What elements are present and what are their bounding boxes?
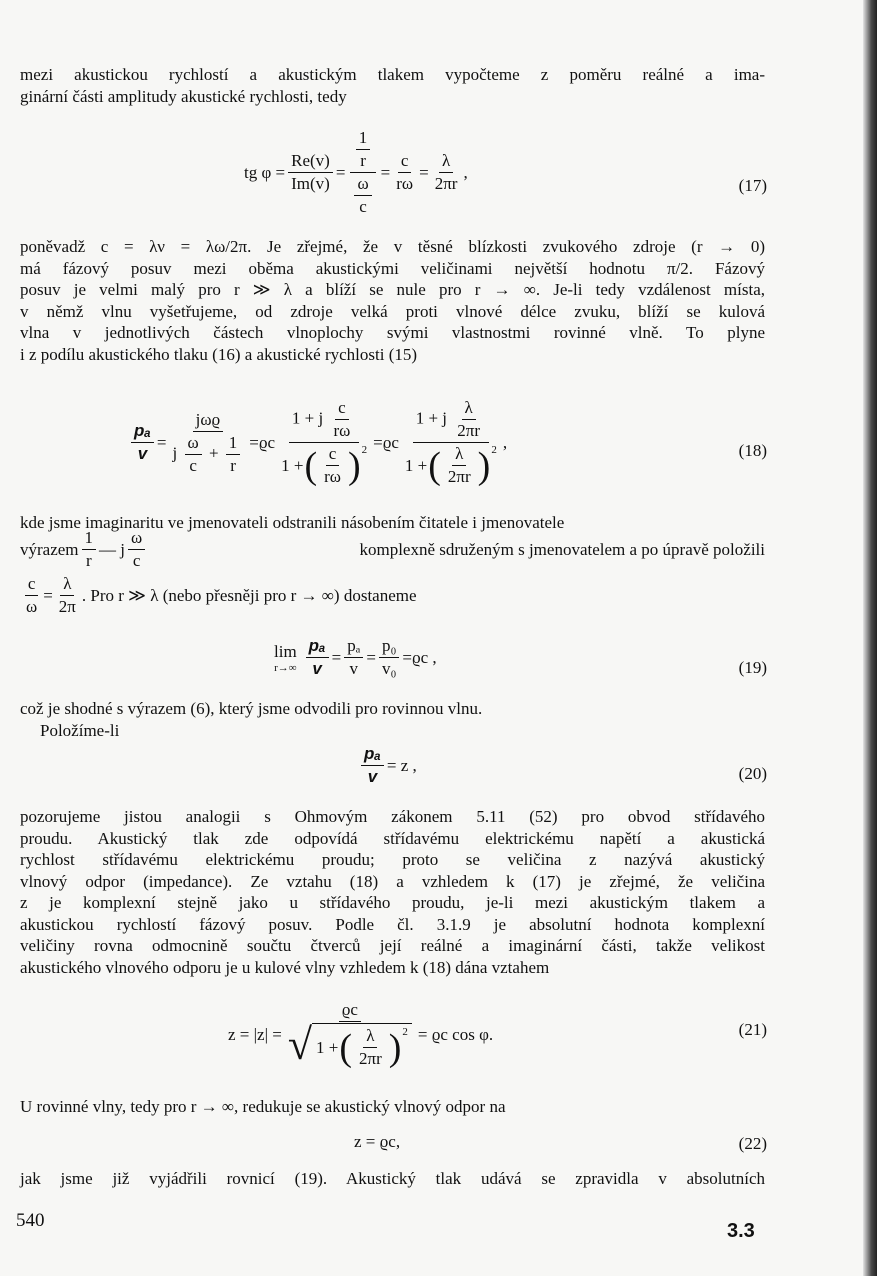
text-line: má fázový posuv mezi oběma akustickými veličinami největší hodnotu π/2. Fázový: [20, 258, 765, 278]
eq18-second-num: [289, 398, 359, 443]
eq20-rhs: = z ,: [386, 755, 417, 775]
eq17-one: 1: [356, 128, 371, 150]
eq18-square2: 2: [491, 444, 497, 456]
right-paren: ): [477, 444, 491, 487]
eq18-c2: c: [335, 398, 349, 420]
eq19-rhoc: ϱc ,: [411, 647, 437, 667]
text-line: vlnový odpor (impedance). Ze vztahu (18) a vzhledem k (17) je zřejmé, že veličina: [20, 871, 765, 891]
paragraph-plane-wave: [20, 698, 765, 741]
eq18-onepj: 1 + j: [291, 408, 324, 428]
equals-sign: =: [43, 585, 53, 605]
eq21-lhs: z = |z| =: [228, 1024, 282, 1044]
inline-c-over-omega: [23, 574, 40, 617]
paragraph-impedance: [20, 806, 765, 978]
eq19-limit: [274, 642, 297, 674]
eq17-c: c: [359, 197, 367, 216]
eq17-compound-den: [348, 173, 377, 217]
eq18-first-fraction: [170, 410, 247, 476]
eq17-omega: ω: [354, 174, 371, 196]
text-line: kde jsme imaginaritu ve jmenovateli odstranili násobením čitatele i jmenovatele: [20, 513, 565, 532]
text-line: jak jsme již vyjádřili rovnicí (19). Akustický tlak udává se zpravidla v absolutních: [20, 1169, 765, 1188]
left-paren: (: [304, 444, 318, 487]
eq18-lambda-over-2pir-sq: [445, 444, 474, 487]
text-line: v němž vlnu vyšetřujeme, od zdroje velká proti vlnové délce zvuku, blíží se kulová: [20, 301, 765, 321]
equation-20: [358, 744, 417, 787]
eq18-c-over-romega-sq: [321, 444, 344, 487]
equals-sign: =: [249, 432, 259, 452]
right-paren: ): [388, 1026, 402, 1069]
inline-expression: [79, 528, 149, 571]
equation-19: [274, 636, 437, 679]
eq17-re-im-fraction: [288, 151, 333, 194]
eq19-pa: pₐ: [344, 636, 363, 658]
eq19-v0: v₀: [381, 659, 397, 678]
section-number: 3.3: [727, 1220, 755, 1242]
eq18-third-num: [413, 398, 489, 443]
eq18-c-over-romega: [330, 398, 353, 441]
text-fragment: komplexně sdruženým s jmenovatelem a po úpravě položili: [359, 539, 765, 559]
eq21-lambda-over-2pir: [356, 1026, 385, 1069]
left-paren: (: [428, 444, 441, 487]
eq19-p0: p₀: [379, 636, 399, 658]
text-line: z je komplexní stejně jako u střídavého proudu, je-li mezi akustickým tlakem a: [20, 893, 765, 912]
paragraph-closing: [20, 1168, 765, 1190]
eq21-square: 2: [402, 1026, 408, 1038]
paragraph-reduction: [20, 1096, 765, 1118]
text-fragment: výrazem: [20, 539, 79, 559]
eq18-romega: rω: [333, 421, 351, 440]
eq18-rhoc: ϱc: [258, 432, 276, 452]
inline-c2: c: [25, 574, 39, 596]
eq18-pa-over-v: [131, 421, 154, 464]
inline-r: r: [85, 551, 92, 570]
eq17-one-over-r: [356, 128, 371, 171]
eq17-compound-fraction: [348, 128, 377, 217]
paragraph-line-limit: [20, 574, 417, 617]
eq18-v: v: [137, 444, 148, 463]
inline-one-over-r: [82, 528, 97, 571]
eq18-comma: ,: [502, 432, 508, 452]
text-line: proudu. Akustický tlak zde odpovídá střídavému elektrickému napětí a akustická: [20, 828, 765, 848]
eq17-compound-num: [350, 128, 377, 173]
equation-number-19: (19): [738, 658, 767, 677]
text-line: ginární části amplitudy akustické rychlosti, tedy: [20, 86, 347, 106]
eq19-v-bold: v: [312, 659, 322, 678]
equation-number-17: (17): [738, 176, 767, 195]
eq17-lambda: λ: [439, 151, 453, 173]
equals-sign: =: [156, 432, 167, 452]
eq19-pa-over-v: [344, 636, 363, 679]
eq18-rhoc2: ϱc: [382, 432, 399, 452]
eq21-onep: 1 +: [315, 1037, 339, 1057]
eq21-fraction: [285, 1000, 415, 1069]
eq18-lambda: λ: [462, 398, 476, 420]
equals-sign: =: [402, 647, 412, 667]
inline-lambda: λ: [60, 574, 74, 596]
eq17-c-over-romega: [393, 151, 416, 194]
eq17-omega-over-c: [354, 174, 371, 217]
equals-sign: =: [335, 162, 346, 182]
text-line: akustického vlnového odporu je u kulové vlny vzhledem k (18) dána vztahem: [20, 957, 550, 977]
eq18-jomegarho: jωϱ: [193, 410, 224, 432]
inline-one: 1: [82, 528, 97, 550]
eq18-third-fraction: [402, 398, 500, 487]
equation-number-22: (22): [738, 1134, 767, 1153]
paragraph-line-expression: [20, 528, 765, 571]
text-line: i z podílu akustického tlaku (16) a akustické rychlosti (15): [20, 344, 418, 364]
equals-sign: =: [331, 647, 342, 667]
text-line: akustickou rychlostí fázový posuv. Podle čl. 3.1.9 je absolutní hodnota komplexní: [20, 914, 765, 934]
eq18-third-den: [402, 443, 500, 487]
text-line: posuv je velmi malý pro r ≫ λ a blíží se nule pro r → ∞. Je-li tedy vzdálenost místa,: [20, 280, 765, 299]
paragraph-intro: [20, 64, 765, 107]
equation-18: [128, 398, 507, 487]
equation-22: [354, 1132, 400, 1152]
eq21-lambda: λ: [363, 1026, 377, 1048]
eq18-r: r: [230, 455, 236, 475]
eq18-square: 2: [361, 444, 368, 456]
eq18-romega2: rω: [324, 467, 341, 486]
eq17-r: r: [360, 151, 366, 170]
text-line: vlna v jednotlivých částech vlnoplochy svými vlastnostmi rovinné vlně. To plyne: [20, 323, 765, 342]
inline-twopi: 2π: [58, 597, 76, 616]
inline-c: c: [132, 551, 141, 570]
left-paren: (: [339, 1026, 352, 1069]
eq17-im: Im(v): [291, 174, 330, 193]
eq18-first-den: [170, 432, 247, 476]
equals-sign: =: [380, 162, 391, 182]
eq20-pa-over-v: [361, 744, 384, 787]
eq22-text: z = ϱc,: [354, 1132, 401, 1151]
eq18-c3: c: [326, 444, 340, 466]
eq18-omega: ω: [185, 433, 202, 455]
eq18-one: 1: [226, 433, 241, 455]
eq18-onep: 1 +: [281, 455, 304, 475]
eq17-twopir: 2πr: [434, 174, 458, 193]
inline-omega-over-c: [128, 528, 145, 571]
text-line: poněvadž c = λν = λω/2π. Je zřejmé, že v těsné blízkosti zvukového zdroje (r → 0): [20, 237, 765, 256]
text-line: mezi akustickou rychlostí a akustickým tlakem vypočteme z poměru reálné a ima-: [20, 65, 765, 84]
eq21-sqrt: [287, 1020, 412, 1069]
eq21-radicand: [312, 1023, 412, 1069]
eq19-pa-over-v-bold: [306, 636, 329, 679]
equation-number-18: (18): [738, 441, 767, 460]
eq19-v: v: [349, 659, 359, 678]
eq20-v: v: [367, 767, 378, 786]
eq18-omega-over-c: [185, 433, 202, 476]
page-number: 540: [16, 1210, 45, 1231]
text-fragment: . Pro r ≫ λ (nebo přesněji pro r → ∞) dostaneme: [81, 585, 417, 605]
equals-sign: =: [373, 432, 383, 452]
inline-omega: ω: [128, 528, 145, 550]
inline-omega2: ω: [26, 597, 38, 616]
eq17-re: Re(v): [288, 151, 333, 173]
eq18-one-over-r: [226, 433, 241, 476]
eq18-pa: pₐ: [131, 421, 154, 443]
inline-lambda-over-2pi: [56, 574, 79, 617]
right-paren: ): [347, 444, 361, 487]
eq21-rhoc: ϱc: [339, 1000, 361, 1022]
eq20-pa: pₐ: [361, 744, 384, 766]
eq18-onep2: 1 +: [404, 455, 428, 475]
eq18-second-den: [278, 443, 370, 487]
eq17-c-num: c: [398, 151, 412, 173]
equation-21: [228, 1000, 493, 1069]
eq18-second-fraction: [278, 398, 370, 487]
equals-sign: =: [366, 647, 376, 667]
eq21-den: [285, 1022, 415, 1069]
equals-sign: =: [419, 162, 429, 182]
equation-17: [244, 128, 468, 217]
text-line: veličiny rovna odmocnině součtu čtverců její reálné a imaginární části, takže velikost: [20, 936, 765, 955]
eq19-lim: lim: [274, 641, 297, 661]
text-line: U rovinné vlny, tedy pro r → ∞, redukuje se akustický vlnový odpor na: [20, 1097, 506, 1116]
eq18-lambda-over-2pir: [454, 398, 483, 441]
equation-number-20: (20): [738, 764, 767, 783]
eq19-p0-over-v0: [379, 636, 399, 679]
eq17-romega: rω: [396, 174, 414, 193]
text-line: což je shodné s výrazem (6), který jsme odvodili pro rovinnou vlnu.: [20, 699, 483, 718]
inline-minus-j: — j: [99, 539, 126, 559]
eq18-lambda2: λ: [452, 444, 466, 466]
eq19-pa-bold: pₐ: [306, 636, 329, 658]
eq21-twopir: 2πr: [358, 1049, 382, 1068]
equation-number-21: (21): [738, 1020, 767, 1039]
eq18-twopir2: 2πr: [447, 467, 471, 486]
eq17-lhs: tg φ =: [244, 162, 286, 182]
eq18-onepj2: 1 + j: [415, 408, 448, 428]
text-line: Položíme-li: [40, 720, 120, 740]
eq17-lambda-fraction: [432, 151, 461, 194]
paragraph-phase: [20, 236, 765, 365]
sqrt-sign: √: [287, 1020, 312, 1069]
eq18-c: c: [189, 455, 197, 475]
plus-sign: +: [208, 442, 219, 462]
eq17-comma: ,: [463, 162, 468, 182]
eq18-twopir: 2πr: [457, 421, 481, 440]
eq18-j: j: [172, 442, 178, 462]
eq21-rhs: = ϱc cos φ.: [417, 1024, 494, 1044]
text-line: pozorujeme jistou analogii s Ohmovým zákonem 5.11 (52) pro obvod střídavého: [20, 807, 765, 826]
eq19-lim-sub: r→∞: [274, 661, 297, 674]
text-line: rychlost střídavému elektrickému proudu; proto se veličina z nazývá akustický: [20, 850, 765, 869]
